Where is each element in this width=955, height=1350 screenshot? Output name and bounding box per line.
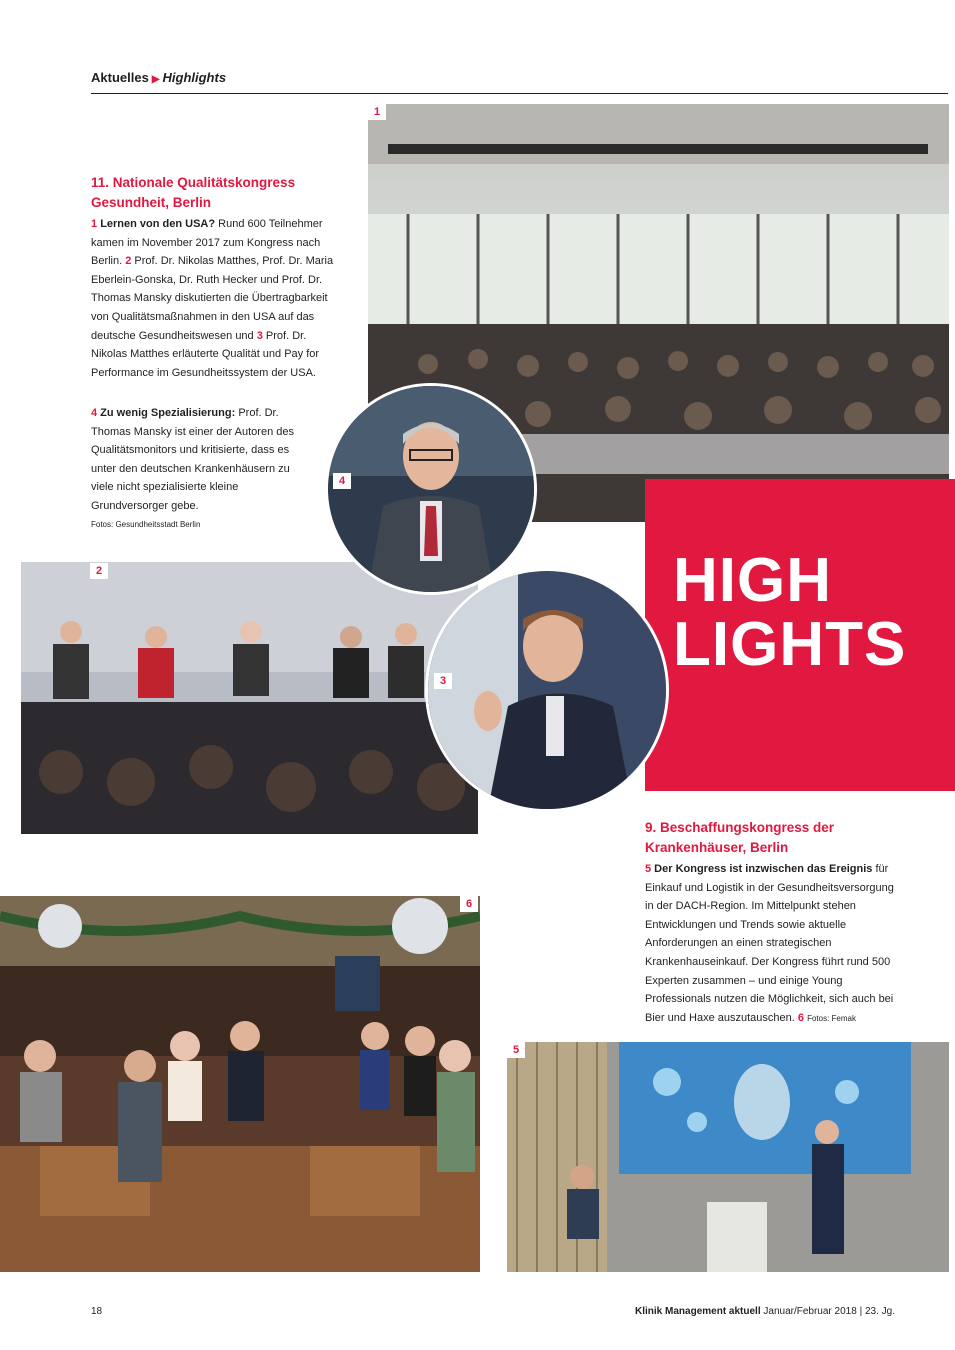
photo-label-4: 4	[333, 473, 351, 489]
ref-number-1: 1	[91, 218, 98, 230]
article-1-paragraph-2	[91, 404, 299, 516]
magazine-title: Klinik Management aktuell	[635, 1306, 761, 1317]
article-1-heading-line-2: Gesundheit, Berlin	[91, 195, 212, 210]
article-2-heading-line-1: 9. Beschaffungskongress der	[645, 820, 835, 835]
highlights-title	[673, 546, 907, 679]
ref-number-2: 2	[125, 255, 132, 268]
article-1-heading-line-1: 11. Nationale Qualitätskongress	[91, 175, 296, 190]
article-2-paragraph	[645, 860, 901, 1028]
ref-number-4: 4	[91, 407, 98, 419]
highlights-banner	[645, 479, 955, 791]
footer-separator: |	[859, 1306, 863, 1317]
photo-credit-2: Fotos: Femak	[807, 1013, 856, 1023]
text-3: Prof. Dr. Nikolas Matthes erläuterte Qualität und Pay for Performance im Gesundheitssystem der USA.	[91, 329, 320, 379]
ref-number-5: 5	[645, 863, 652, 875]
photo-label-6: 6	[460, 896, 478, 912]
issue-date: Januar/Februar 2018	[763, 1306, 857, 1317]
section-label: Aktuelles	[91, 70, 149, 85]
photo-label-3: 3	[434, 673, 452, 689]
text-2: Prof. Dr. Nikolas Matthes, Prof. Dr. Maria Eberlein-Gonska, Dr. Ruth Hecker und Prof. Dr. Thomas Mansky diskutierten die Übertragbarkeit von Qualitätsmaßnahmen in den USA auf das deutsche Gesundheitswesen und	[91, 255, 334, 342]
photo-4-speaker-portrait	[325, 383, 537, 595]
photo-3-speaker-gesturing	[425, 568, 669, 812]
footer-publication	[635, 1306, 895, 1317]
page-number: 18	[91, 1306, 103, 1317]
photo-6-beer-hall-gathering	[0, 896, 480, 1272]
article-1-paragraph-1	[91, 215, 339, 382]
highlights-line-1: HIGH	[673, 546, 832, 615]
text-1: Rund 600 Teilnehmer kamen im November 2017 zum Kongress nach Berlin.	[91, 218, 323, 268]
running-header	[91, 70, 226, 85]
subsection-label: Highlights	[162, 70, 227, 85]
highlights-line-2: LIGHTS	[673, 610, 907, 679]
ref-number-6: 6	[797, 1011, 804, 1024]
photo-2-panel-discussion	[21, 562, 478, 834]
article-1-heading	[91, 173, 351, 213]
subhead-usa: Lernen von den USA?	[100, 218, 216, 230]
subhead-spezialisierung: Zu wenig Spezialisierung:	[97, 407, 236, 419]
article-2-heading	[645, 818, 915, 858]
header-rule	[91, 93, 948, 94]
photo-label-5: 5	[507, 1042, 525, 1058]
text-4: Prof. Dr. Thomas Mansky ist einer der Autoren des Qualitätsmonitors und kritisierte, dass es unter den deutschen Krankenhäusern zu viele nicht spezialisierte kleine Grundversorger gebe.	[91, 407, 294, 512]
photo-5-presentation	[507, 1042, 949, 1272]
article-2-heading-line-2: Krankenhäuser, Berlin	[645, 840, 789, 855]
text-5: für Einkauf und Logistik in der Gesundheitsversorgung in der DACH-Region. Im Mittelpunkt stehen Entwicklungen und Trends sowie aktuelle Anforderungen an einen strategischen Krankenhauseinkauf. Der Kongress führt rund 500 Experten zusammen – und einige Young Professionals nutzen die Möglichkeit, sich auch bei Bier und Haxe auszutauschen.	[645, 863, 894, 1024]
photo-label-2: 2	[90, 563, 108, 579]
subhead-ereignis: Der Kongress ist inzwischen das Ereignis	[651, 863, 873, 875]
volume-label: 23. Jg.	[864, 1306, 895, 1317]
arrow-icon: ▶	[151, 74, 160, 85]
photo-credit-1: Fotos: Gesundheitsstadt Berlin	[91, 520, 201, 529]
ref-number-3: 3	[256, 329, 263, 342]
photo-label-1: 1	[368, 104, 386, 120]
